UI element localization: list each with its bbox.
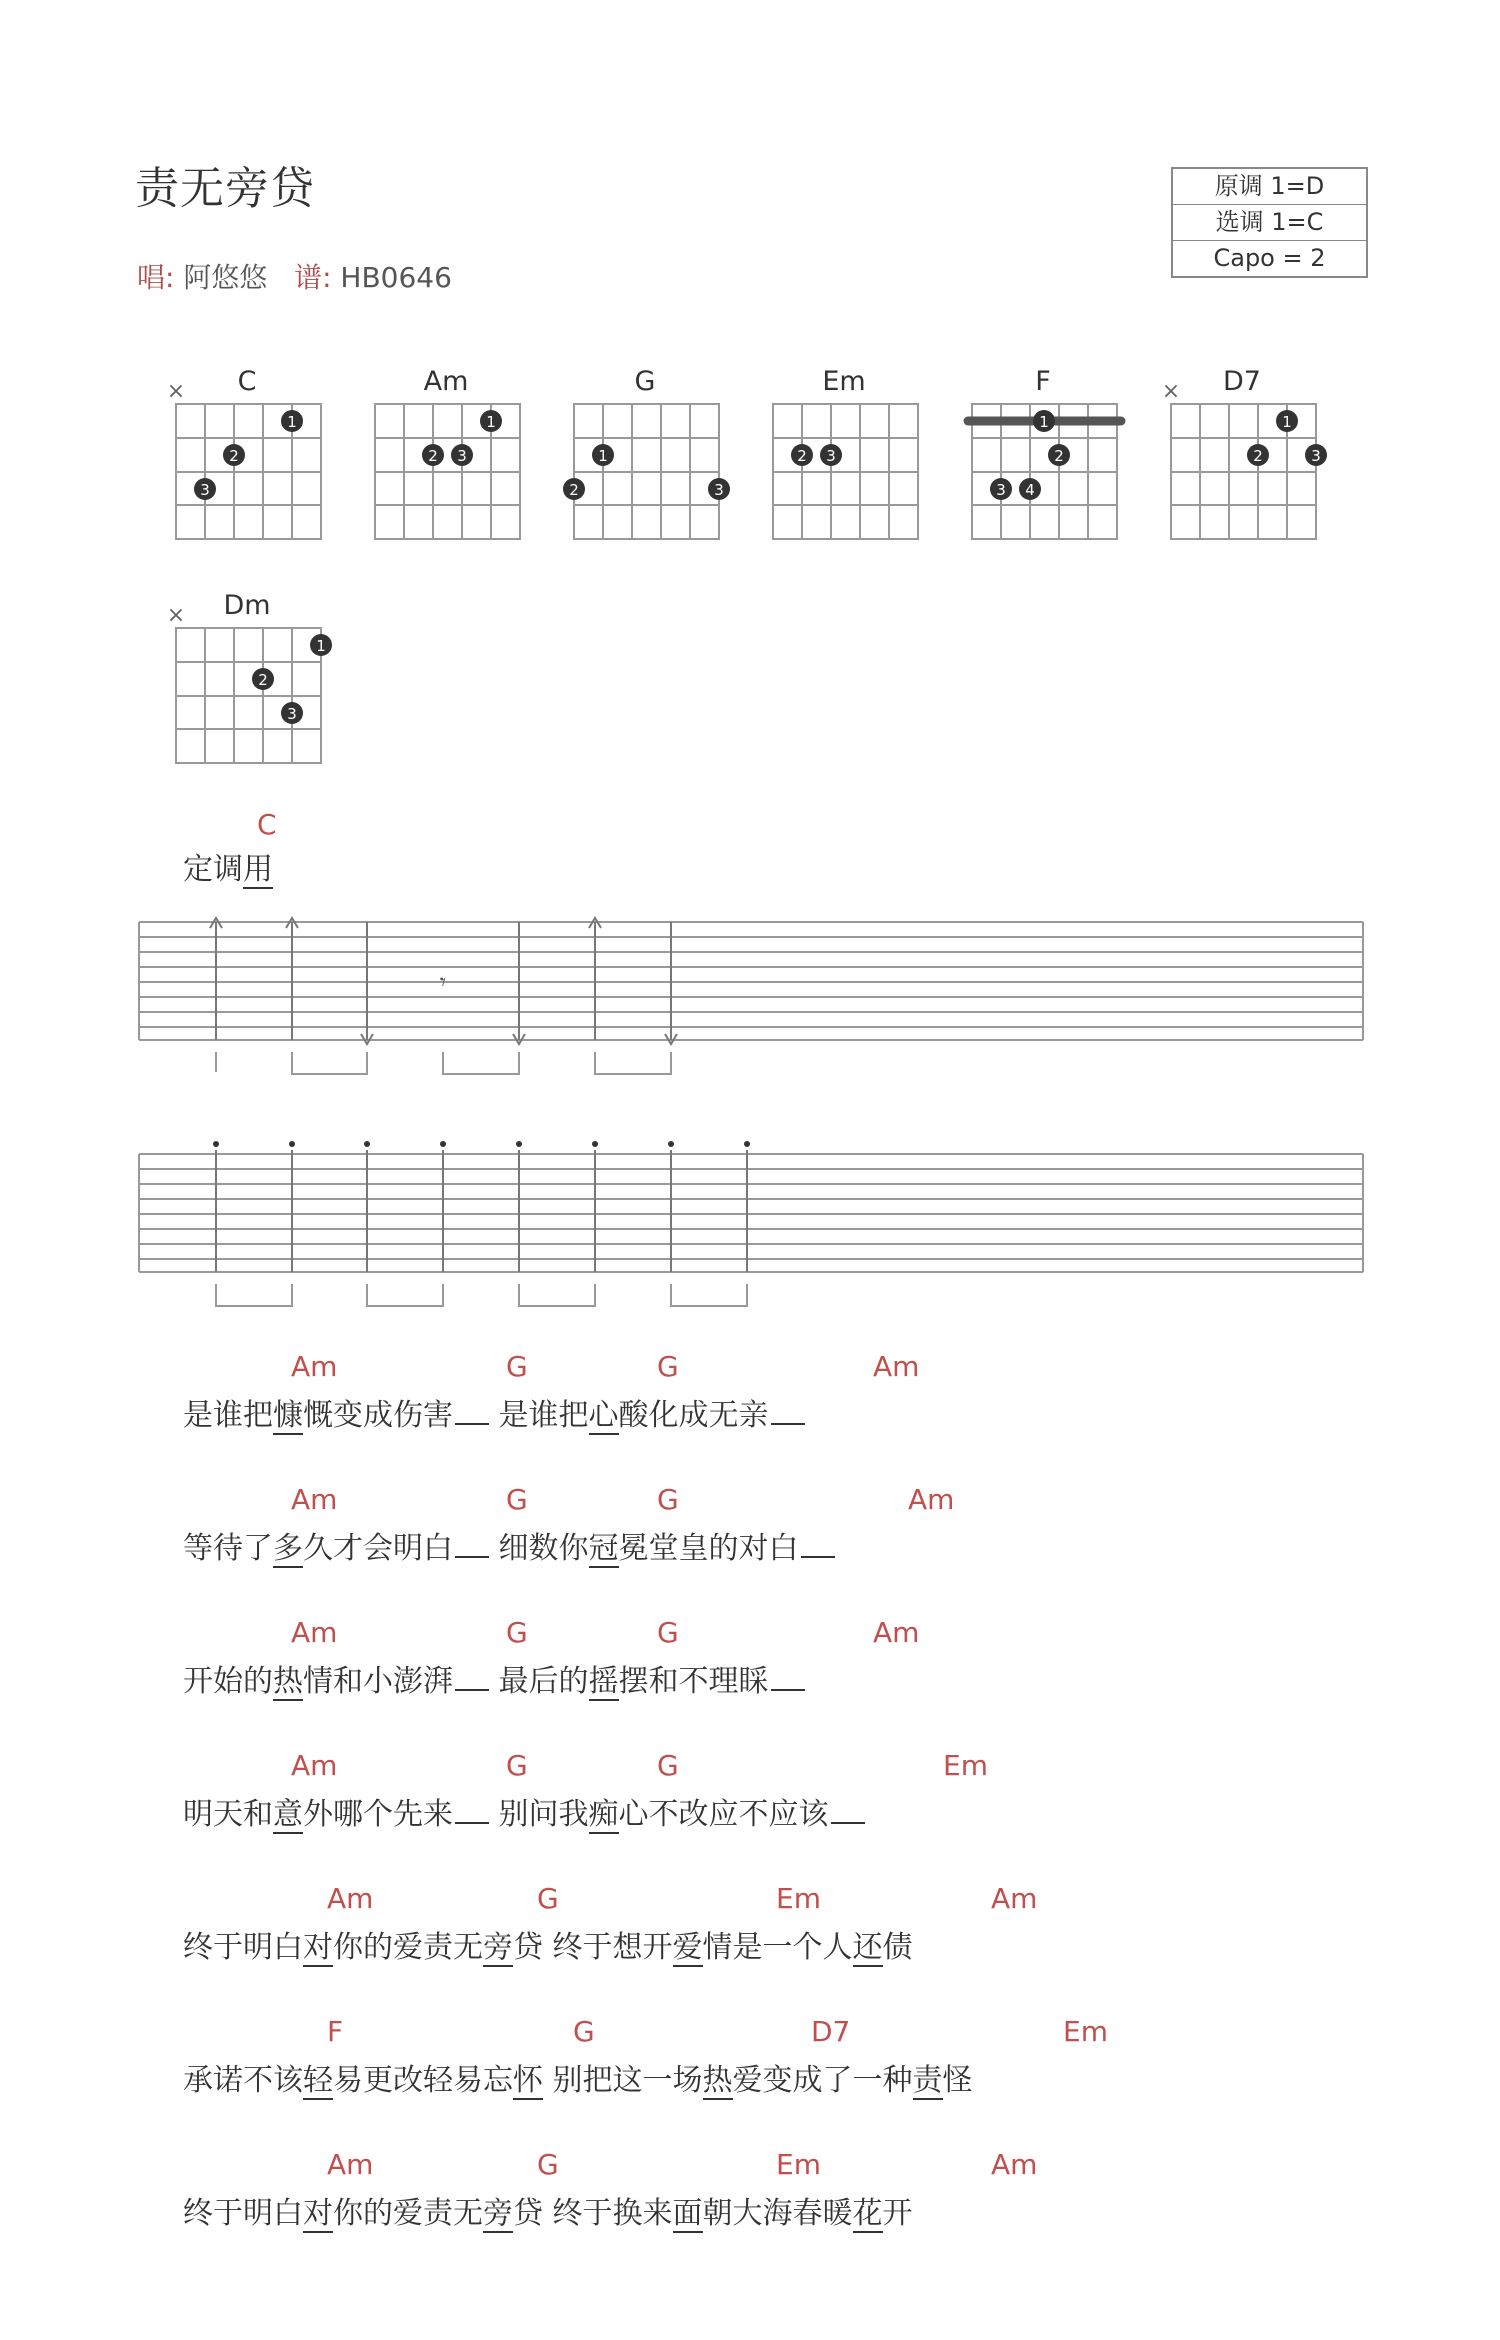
chord-label: Am: [291, 1483, 338, 1516]
lyric-segment: 终于明白: [183, 2196, 303, 2231]
accented-char: 冠: [588, 1531, 619, 1566]
chord-name: Am: [423, 366, 469, 397]
accented-char: 热: [702, 2063, 733, 2098]
lyric-line-1: [183, 1350, 1433, 1440]
strum-beams: [216, 1052, 671, 1074]
lyric-segment: 是谁把: [489, 1398, 589, 1433]
chord-name: F: [1035, 366, 1051, 397]
chord-label: F: [327, 2015, 344, 2048]
accented-char: 对: [303, 2196, 333, 2231]
lyric-segment: 贷 终于想开: [513, 1930, 673, 1965]
finger-2: 2: [797, 447, 807, 465]
lyric-segment: 承诺不该: [183, 2063, 303, 2098]
finger-3: 3: [826, 447, 836, 465]
lyric-text: [183, 1390, 805, 1434]
selected-key: 选调 1=C: [1173, 205, 1366, 241]
accented-char: 痴: [588, 1797, 619, 1832]
lyric-segment: 债: [882, 1930, 913, 1965]
chord-label: Am: [908, 1483, 955, 1516]
accented-char: 对: [303, 1930, 333, 1965]
chord-row: [183, 2148, 1433, 2186]
finger-2: 2: [428, 447, 438, 465]
lyric-segment: 开始的: [183, 1664, 273, 1699]
chord-label: Am: [873, 1350, 920, 1383]
lyric-segment: 摆和不理睬: [618, 1664, 769, 1699]
finger-1: 1: [1282, 413, 1292, 431]
original-key: 原调 1=D: [1173, 169, 1366, 205]
finger-2: 2: [1253, 447, 1263, 465]
accented-char: 心: [588, 1398, 619, 1433]
accented-char: 意: [273, 1797, 303, 1832]
singer-name: 阿悠悠: [183, 261, 268, 294]
accented-char: 还: [852, 1930, 883, 1965]
lyric-segment: 最后的: [489, 1664, 589, 1699]
finger-3: 3: [200, 481, 210, 499]
lyric-line-4: [183, 1749, 1433, 1839]
strum-staff: [139, 922, 1363, 1040]
tuning-chord: C: [257, 808, 277, 841]
accented-char: 轻: [303, 2063, 333, 2098]
chord-label: Am: [291, 1749, 338, 1782]
chord-label: Am: [291, 1616, 338, 1649]
chord-label: Em: [943, 1749, 988, 1782]
rest-symbol: 𝄾: [439, 968, 447, 996]
muted-string-marker: ×: [166, 603, 186, 628]
chord-label: G: [657, 1350, 679, 1383]
lyric-segment: 别把这一场: [543, 2063, 703, 2098]
chord-label: G: [573, 2015, 595, 2048]
chord-row: [183, 1616, 1433, 1654]
finger-1: 1: [486, 413, 496, 431]
finger-4: 4: [1025, 481, 1035, 499]
capo-position: Capo = 2: [1213, 244, 1326, 272]
lyric-line-3: [183, 1616, 1433, 1706]
accented-char: 花: [852, 2196, 883, 2231]
finger-3: 3: [457, 447, 467, 465]
lyric-segment: 是谁把: [183, 1398, 273, 1433]
finger-3: 3: [287, 705, 297, 723]
lyric-segment: 外哪个先来: [303, 1797, 453, 1832]
accented-char: 旁: [483, 2196, 513, 2231]
hold-dash: [771, 1422, 805, 1425]
lyric-segment: 终于明白: [183, 1930, 303, 1965]
chord-label: Am: [327, 1882, 374, 1915]
muted-string-marker: ×: [166, 379, 186, 404]
chord-name: C: [237, 366, 257, 397]
lyric-text: [183, 1523, 835, 1567]
hold-dash: [801, 1555, 835, 1558]
lyric-text: [183, 2055, 973, 2099]
chord-row: [183, 1749, 1433, 1787]
pick-staff: [139, 1154, 1363, 1272]
chord-name: D7: [1223, 366, 1261, 397]
chord-name: G: [634, 366, 656, 397]
accented-char: 旁: [483, 1930, 513, 1965]
chord-label: Em: [776, 1882, 821, 1915]
lyric-segment: 冕堂皇的对白: [618, 1531, 799, 1566]
lyric-line-6: [183, 2015, 1433, 2105]
lyric-segment: 等待了: [183, 1531, 273, 1566]
hold-dash: [831, 1821, 865, 1824]
accented-char: 怀: [513, 2063, 543, 2098]
lyric-line-7: [183, 2148, 1433, 2238]
finger-3: 3: [1311, 447, 1321, 465]
chord-label: Am: [873, 1616, 920, 1649]
finger-2: 2: [569, 481, 579, 499]
accented-char: 摇: [588, 1664, 619, 1699]
chord-label: G: [657, 1616, 679, 1649]
lyric-segment: 开: [882, 2196, 913, 2231]
accented-char: 多: [273, 1531, 303, 1566]
lyric-segment: 朝大海春暖: [702, 2196, 853, 2231]
chord-label: Am: [991, 1882, 1038, 1915]
chord-name: Em: [822, 366, 866, 397]
lyric-segment: 别问我: [489, 1797, 589, 1832]
accented-char: 热: [273, 1664, 303, 1699]
pick-dots: [213, 1141, 750, 1147]
tab-author-label: 谱:: [294, 261, 332, 294]
lyric-text: [183, 2188, 913, 2232]
finger-3: 3: [996, 481, 1006, 499]
chord-label: G: [506, 1350, 528, 1383]
hold-dash: [771, 1688, 805, 1691]
accented-char: 爱: [672, 1930, 703, 1965]
lyric-line-2: [183, 1483, 1433, 1573]
accented-char: 责: [912, 2063, 943, 2098]
finger-1: 1: [316, 637, 326, 655]
hold-dash: [455, 1422, 489, 1425]
lyric-text: [183, 1789, 865, 1833]
chord-row: [183, 1882, 1433, 1920]
pick-beams: [216, 1284, 747, 1306]
chord-label: G: [537, 2148, 559, 2181]
lyric-segment: 情是一个人: [702, 1930, 853, 1965]
lyric-segment: 贷 终于换来: [513, 2196, 673, 2231]
hold-dash: [455, 1555, 489, 1558]
finger-3: 3: [714, 481, 724, 499]
lyric-line-5: [183, 1882, 1433, 1972]
chord-row: [183, 2015, 1433, 2053]
muted-string-marker: ×: [1161, 379, 1181, 404]
finger-1: 1: [287, 413, 297, 431]
hold-dash: [455, 1688, 489, 1691]
chord-label: Am: [991, 2148, 1038, 2181]
accented-char: 面: [672, 2196, 703, 2231]
lyric-segment: 你的爱责无: [333, 2196, 483, 2231]
lyric-text: [183, 1656, 805, 1700]
lyric-segment: 爱变成了一种: [732, 2063, 913, 2098]
chord-label: G: [506, 1616, 528, 1649]
chord-label: G: [537, 1882, 559, 1915]
finger-1: 1: [1039, 413, 1049, 431]
lyric-text: [183, 1922, 913, 1966]
chord-name: Dm: [223, 590, 271, 621]
chord-label: Am: [291, 1350, 338, 1383]
finger-2: 2: [1054, 447, 1064, 465]
lyric-segment: 心不改应不应该: [618, 1797, 829, 1832]
lyric-segment: 明天和: [183, 1797, 273, 1832]
lyric-segment: 细数你: [489, 1531, 589, 1566]
lyric-segment: 慨变成伤害: [303, 1398, 453, 1433]
chord-label: G: [657, 1749, 679, 1782]
chord-label: G: [506, 1749, 528, 1782]
chord-row: [183, 1483, 1433, 1521]
finger-2: 2: [258, 671, 268, 689]
lyric-segment: 情和小澎湃: [303, 1664, 453, 1699]
finger-2: 2: [229, 447, 239, 465]
lyric-segment: 怪: [942, 2063, 973, 2098]
chord-label: Em: [1063, 2015, 1108, 2048]
song-title: 责无旁贷: [135, 163, 315, 214]
tuning-text: 定调用: [183, 852, 273, 887]
lyric-segment: 酸化成无亲: [618, 1398, 769, 1433]
lyric-segment: 你的爱责无: [333, 1930, 483, 1965]
singer-label: 唱:: [137, 261, 175, 294]
chord-label: G: [657, 1483, 679, 1516]
chord-row: [183, 1350, 1433, 1388]
finger-1: 1: [598, 447, 608, 465]
chord-label: D7: [811, 2015, 851, 2048]
lyric-segment: 久才会明白: [303, 1531, 453, 1566]
chord-label: Am: [327, 2148, 374, 2181]
accented-char: 慷: [273, 1398, 303, 1433]
chord-label: Em: [776, 2148, 821, 2181]
chord-label: G: [506, 1483, 528, 1516]
lyric-segment: 易更改轻易忘: [333, 2063, 513, 2098]
tab-author-name: HB0646: [340, 261, 452, 294]
hold-dash: [455, 1821, 489, 1824]
